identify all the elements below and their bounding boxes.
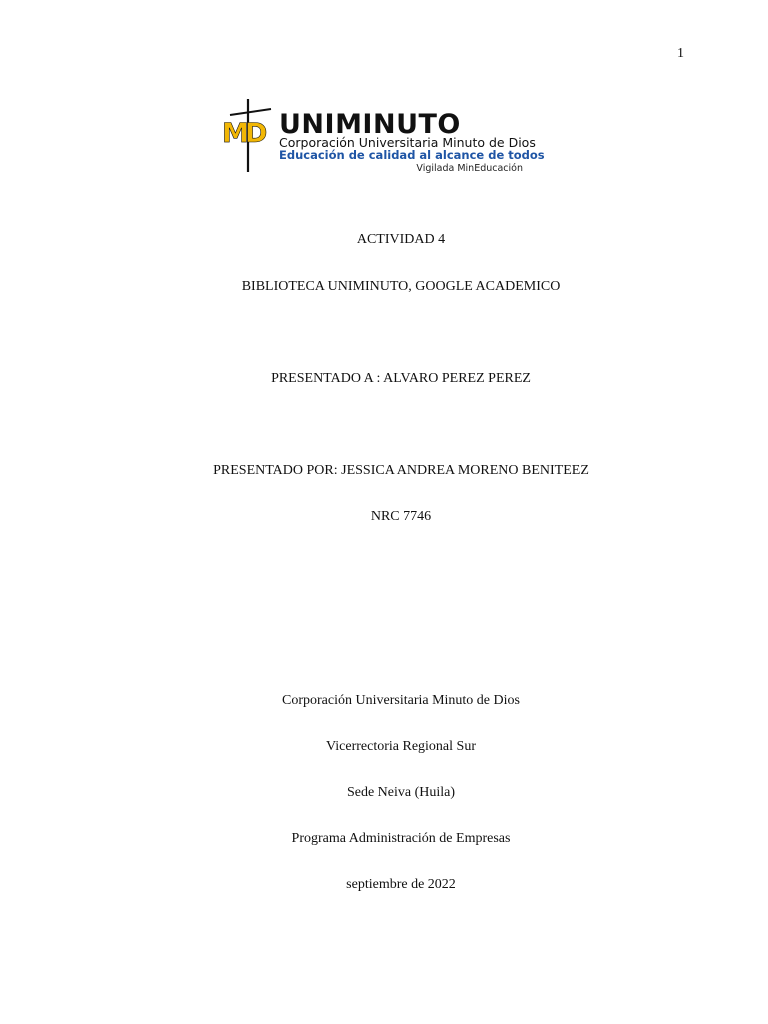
svg-text:M: M: [222, 118, 249, 149]
subject-title: BIBLIOTECA UNIMINUTO, GOOGLE ACADEMICO: [241, 279, 561, 294]
logo-name: UNIMINUTO: [279, 109, 461, 140]
university-name: Corporación Universitaria Minuto de Dios: [282, 693, 520, 708]
logo-slogan: Educación de calidad al alcance de todos: [279, 148, 545, 162]
nrc-code: NRC 7746: [370, 509, 432, 524]
logo-vigilance: Vigilada MinEducación: [416, 163, 523, 174]
presented-to: PRESENTADO A : ALVARO PEREZ PEREZ: [271, 371, 531, 386]
uniminuto-logo: [221, 96, 545, 176]
campus: Sede Neiva (Huila): [346, 785, 456, 800]
activity-title: ACTIVIDAD 4: [356, 232, 446, 247]
page-number: 1: [677, 46, 684, 61]
md-emblem-icon: [221, 96, 279, 176]
svg-text:D: D: [245, 118, 268, 149]
vice-rectory: Vicerrectoria Regional Sur: [326, 739, 476, 754]
presented-by: PRESENTADO POR: JESSICA ANDREA MORENO BENITEEZ: [213, 463, 589, 478]
program: Programa Administración de Empresas: [291, 831, 511, 846]
date: septiembre de 2022: [346, 877, 456, 892]
logo-corporation: Corporación Universitaria Minuto de Dios: [279, 135, 536, 150]
